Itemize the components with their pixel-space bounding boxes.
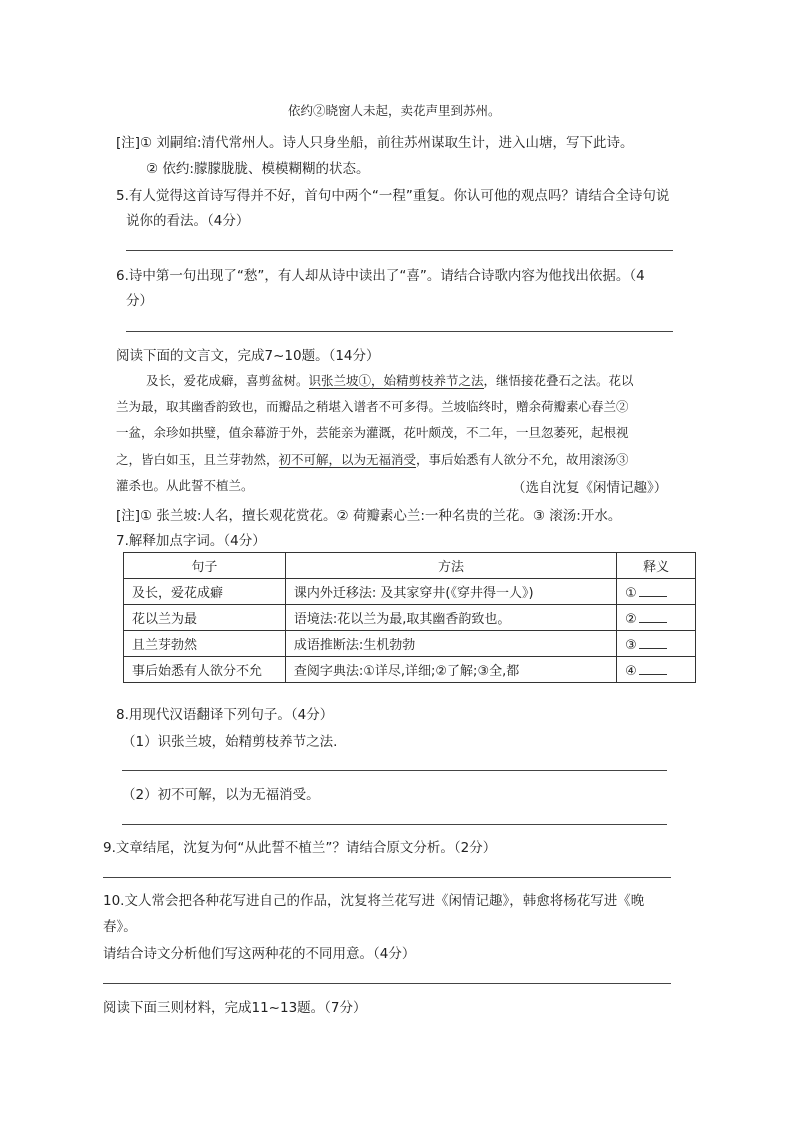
passage-text: 及长，爱花成癖，喜剪盆树。 (146, 373, 309, 388)
answer-line-q6 (126, 331, 673, 332)
table-cell-answer (617, 579, 696, 605)
passage-line-2: 兰为最，取其幽香韵致也，而瓣品之稍堪入谱者不可多得。兰坡临终时，赠余荷瓣素心春兰② (116, 399, 629, 414)
answer-line-q10 (103, 983, 671, 984)
poem-last-line: 依约②晓窗人未起，卖花声里到苏州。 (288, 103, 501, 118)
answer-line-q8-1 (122, 770, 667, 771)
question-8-2: （2）初不可解，以为无福消受。 (122, 787, 320, 803)
table-cell-method: 语境法:花以兰为最,取其幽香韵致也。 (285, 605, 616, 631)
table-cell-method: 成语推断法:生机勃勃 (285, 631, 616, 657)
table-row (124, 605, 696, 631)
answer-blank[interactable] (639, 609, 667, 623)
table-header-sentence: 句子 (124, 553, 286, 579)
passage-underlined: 初不可解，以为无福消受 (278, 452, 417, 467)
table-header-meaning: 释义 (617, 553, 696, 579)
question-8: 8.用现代汉语翻译下列句子。（4分） (116, 707, 334, 723)
table-header-method: 方法 (285, 553, 616, 579)
passage-text: 之，皆白如玉，且兰芽勃然， (116, 452, 279, 467)
vocab-table (123, 552, 696, 683)
question-5-line-1: 5.有人觉得这首诗写得并不好，首句中两个“一程”重复。你认可他的观点吗？请结合全诗句说 (116, 188, 670, 204)
note-1: [注]① 刘嗣绾:清代常州人。诗人只身坐船，前往苏州谋取生计，进入山塘，写下此诗。 (116, 135, 634, 151)
table-header-row (124, 553, 696, 579)
passage-line-5: 灌杀也。从此誓不植兰。 (116, 478, 254, 493)
table-cell-answer (617, 631, 696, 657)
note-3: [注]① 张兰坡:人名，擅长观花赏花。② 荷瓣素心兰:一种名贵的兰花。③ 滚汤:开水。 (116, 508, 622, 524)
question-9: 9.文章结尾，沈复为何“从此誓不植兰”？请结合原文分析。（2分） (103, 840, 497, 856)
question-10-line-3: 请结合诗文分析他们写这两种花的不同用意。（4分） (103, 946, 416, 962)
answer-blank[interactable] (639, 661, 667, 675)
passage-line-1 (146, 371, 634, 389)
answer-line-q5 (126, 250, 673, 251)
table-cell-answer (617, 657, 696, 683)
answer-number: ② (625, 611, 637, 627)
question-6-line-1: 6.诗中第一句出现了“愁”，有人却从诗中读出了“喜”。请结合诗歌内容为他找出依据。（4 (116, 268, 645, 284)
question-7: 7.解释加点字词。（4分） (116, 533, 266, 549)
passage-source: （选自沈复《闲情记趣》） (512, 480, 668, 496)
question-10-line-2: 春》。 (103, 919, 137, 935)
answer-number: ④ (625, 663, 637, 679)
passage-line-4 (116, 450, 629, 468)
table-cell-sentence: 花以兰为最 (124, 605, 286, 631)
table-cell-sentence: 及长，爱花成癖 (124, 579, 286, 605)
question-8-1: （1）识张兰坡，始精剪枝养节之法. (122, 734, 338, 750)
section-intro-classical: 阅读下面的文言文，完成7~10题。（14分） (116, 348, 380, 364)
section-intro-materials: 阅读下面三则材料，完成11~13题。（7分） (103, 1000, 367, 1016)
table-cell-sentence: 且兰芽勃然 (124, 631, 286, 657)
question-10-line-1: 10.文人常会把各种花写进自己的作品，沈复将兰花写进《闲情记趣》，韩愈将杨花写进《晚 (103, 893, 645, 909)
answer-blank[interactable] (639, 583, 667, 597)
passage-text: ，事后始悉有人欲分不允，故用滚汤③ (416, 452, 629, 467)
table-cell-method: 查阅字典法:①详尽,详细;②了解;③全,都 (285, 657, 616, 683)
table-cell-method: 课内外迁移法: 及其家穿井(《穿井得一人》) (285, 579, 616, 605)
passage-text: ，继悟接花叠石之法。花以 (483, 373, 634, 388)
answer-blank[interactable] (639, 635, 667, 649)
table-row (124, 631, 696, 657)
note-2: ② 依约:朦朦胧胧、模模糊糊的状态。 (146, 161, 370, 177)
question-5-line-2: 说你的看法。（4分） (126, 213, 250, 229)
answer-line-q9 (103, 877, 671, 878)
answer-line-q8-2 (122, 824, 667, 825)
passage-underlined: 识张兰坡①，始精剪枝养节之法 (308, 373, 484, 388)
question-6-line-2: 分） (126, 293, 153, 309)
table-cell-sentence: 事后始悉有人欲分不允 (124, 657, 286, 683)
answer-number: ① (625, 585, 637, 601)
table-row (124, 657, 696, 683)
table-row (124, 579, 696, 605)
table-cell-answer (617, 605, 696, 631)
answer-number: ③ (625, 637, 637, 653)
passage-line-3: 一盆，余珍如拱璧，值余幕游于外，芸能亲为灌溉，花叶颇茂，不二年，一旦忽萎死，起根视 (116, 425, 629, 440)
